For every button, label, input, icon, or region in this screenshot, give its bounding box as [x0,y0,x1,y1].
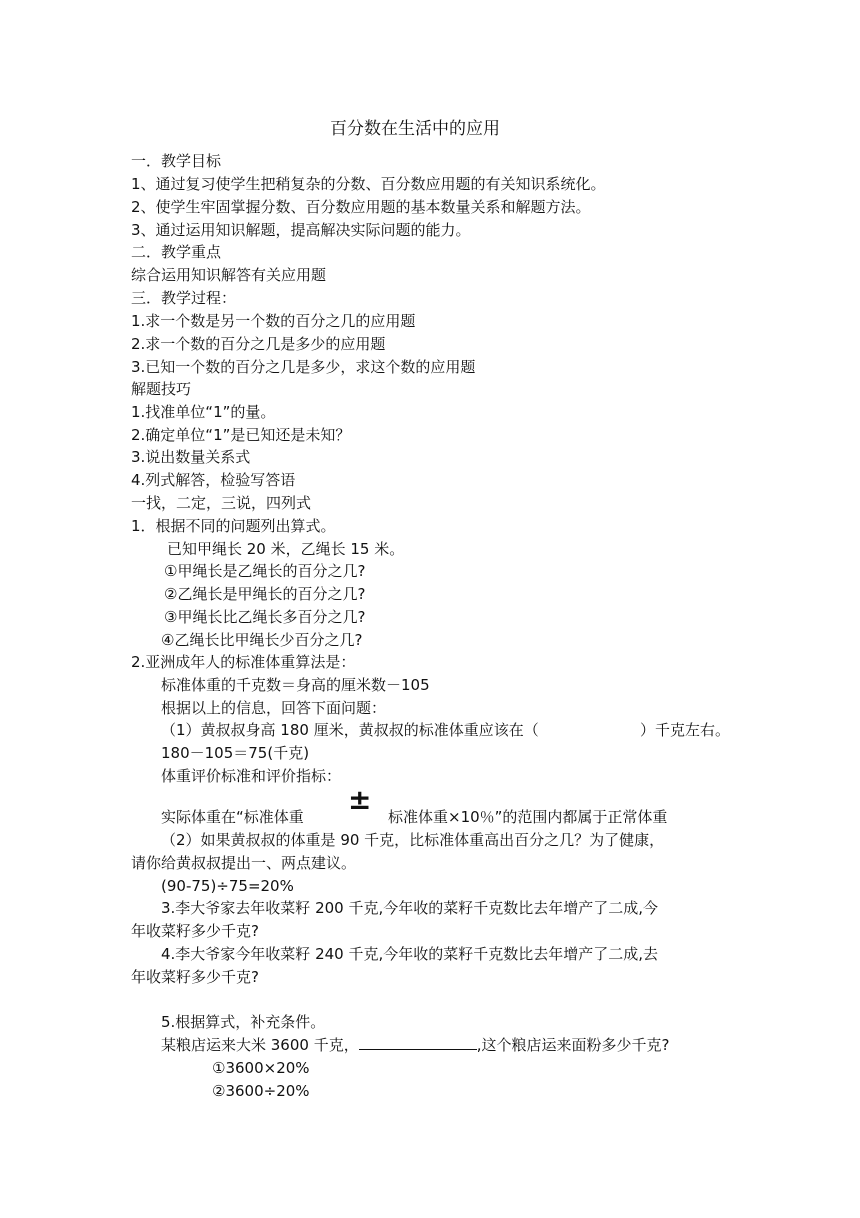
process-item: 2.求一个数的百分之几是多少的应用题 [131,335,386,353]
question-5-text [161,1034,669,1056]
process-item: 3.已知一个数的百分之几是多少，求这个数的应用题 [131,358,476,376]
question-1-given: 已知甲绳长 20 米，乙绳长 15 米。 [167,540,405,558]
goal-item: 3、通过运用知识解题，提高解决实际问题的能力。 [131,221,471,239]
question-4: 4.李大爷家今年收菜籽 240 千克,今年收的菜籽千克数比去年增产了二成,去 [161,945,659,963]
criteria-text-a: 实际体重在“标准体重 [161,808,304,826]
tips-summary: 一找，二定，三说，四列式 [131,494,312,512]
tip-item: 2.确定单位“1”是已知还是未知？ [131,426,351,444]
page-title: 百分数在生活中的应用 [330,119,500,139]
tip-item: 3.说出数量关系式 [131,448,251,466]
section-heading-process: 三．教学过程： [131,289,237,307]
goal-item: 1、通过复习使学生把稍复杂的分数、百分数应用题的有关知识系统化。 [131,175,606,193]
question-2-calc1: 180－105＝75(千克) [161,744,310,762]
question-5-text-a: 某粮店运来大米 3600 千克， [161,1036,359,1054]
process-item: 1.求一个数是另一个数的百分之几的应用题 [131,312,416,330]
focus-text: 综合运用知识解答有关应用题 [131,266,327,284]
fill-in-blank[interactable] [359,1035,477,1050]
question-1-sub: ④乙绳长比甲绳长少百分之几? [161,631,363,649]
question-1-sub: ③甲绳长比乙绳长多百分之几? [164,608,366,626]
criteria-text-b: 标准体重×10％”的范围内都属于正常体重 [388,808,668,826]
tip-item: 4.列式解答，检验写答语 [131,471,296,489]
question-5-option: ②3600÷20% [212,1082,310,1100]
question-5-text-b: ,这个粮店运来面粉多少千克? [476,1036,670,1054]
question-2-calc2: (90-75)÷75=20% [161,877,294,895]
section-heading-focus: 二．教学重点 [131,243,222,261]
question-2-formula: 标准体重的千克数＝身高的厘米数－105 [161,676,430,694]
tips-heading: 解题技巧 [131,380,192,398]
goal-item: 2、使学生牢固掌握分数、百分数应用题的基本数量关系和解题方法。 [131,198,591,216]
question-2-part1: （1）黄叔叔身高 180 厘米，黄叔叔的标准体重应该在（ [161,721,539,739]
question-4: 年收菜籽多少千克? [131,968,259,986]
criteria-title: 体重评价标准和评价指标： [161,767,342,785]
section-heading-goals: 一．教学目标 [131,152,222,170]
question-1-sub: ①甲绳长是乙绳长的百分之几? [164,562,366,580]
question-2-part1-end: ）千克左右。 [640,721,731,739]
question-1-sub: ②乙绳长是甲绳长的百分之几? [164,585,366,603]
question-3: 3.李大爷家去年收菜籽 200 千克,今年收的菜籽千克数比去年增产了二成,今 [161,899,659,917]
plus-minus-symbol: ± [348,783,372,816]
question-2-instruction: 根据以上的信息，回答下面问题： [161,699,387,717]
question-5-option: ①3600×20% [212,1059,310,1077]
question-5-title: 5.根据算式，补充条件。 [161,1013,326,1031]
question-2-title: 2.亚洲成年人的标准体重算法是： [131,653,356,671]
question-1-title: 1．根据不同的问题列出算式。 [131,517,336,535]
tip-item: 1.找准单位“1”的量。 [131,403,276,421]
question-3: 年收菜籽多少千克? [131,922,259,940]
question-2-part2: （2）如果黄叔叔的体重是 90 千克，比标准体重高出百分之几？为了健康， [161,831,665,849]
question-2-part2: 请你给黄叔叔提出一、两点建议。 [131,854,357,872]
